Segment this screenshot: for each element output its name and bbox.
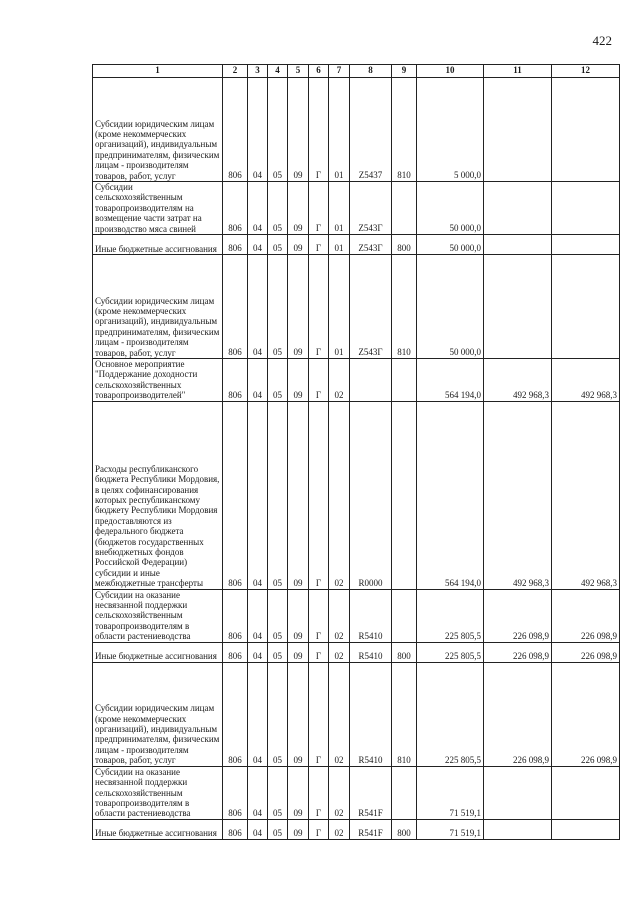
code-cell-c9: 810: [392, 255, 417, 359]
code-cell-c8: Z543Г: [350, 255, 392, 359]
code-cell-c2: 806: [223, 255, 248, 359]
table-row: [93, 359, 620, 402]
code-cell-c9: [392, 359, 417, 402]
code-cell-c8: Z543Г: [350, 182, 392, 235]
row-description-text: Иные бюджетные ассигнования: [95, 651, 217, 662]
code-cell-c6: Г: [309, 235, 329, 255]
amount-cell-c10: 564 194,0: [417, 401, 484, 589]
code-cell-c5: 09: [288, 642, 309, 662]
code-cell-c6: Г: [309, 662, 329, 766]
column-header: 7: [329, 65, 350, 78]
row-description: [93, 642, 223, 662]
code-cell-c7: 02: [329, 642, 350, 662]
code-cell-c6: Г: [309, 401, 329, 589]
code-cell-c6: Г: [309, 359, 329, 402]
table-row: [93, 401, 620, 589]
amount-cell-c11: [484, 819, 552, 839]
amount-cell-c11: [484, 78, 552, 182]
code-cell-c8: Z543Г: [350, 235, 392, 255]
code-cell-c5: 09: [288, 182, 309, 235]
code-cell-c7: 02: [329, 359, 350, 402]
table-row: [93, 235, 620, 255]
row-description: [93, 766, 223, 819]
amount-cell-c10: 225 805,5: [417, 642, 484, 662]
code-cell-c9: [392, 182, 417, 235]
code-cell-c2: 806: [223, 662, 248, 766]
row-description-text: Субсидии юридическим лицам (кроме некоммерческих организаций), индивидуальным предпринимателям, физическим лицам - производителям товаров, работ, услуг: [95, 703, 220, 766]
code-cell-c9: 800: [392, 235, 417, 255]
table-row: [93, 255, 620, 359]
amount-cell-c11: 226 098,9: [484, 662, 552, 766]
code-cell-c4: 05: [268, 182, 288, 235]
row-description-text: Субсидии юридическим лицам (кроме некоммерческих организаций), индивидуальным предпринимателям, физическим лицам - производителям товаров, работ, услуг: [95, 118, 220, 181]
code-cell-c9: [392, 589, 417, 642]
code-cell-c4: 05: [268, 401, 288, 589]
code-cell-c2: 806: [223, 78, 248, 182]
code-cell-c9: 800: [392, 642, 417, 662]
code-cell-c2: 806: [223, 766, 248, 819]
amount-cell-c12: [552, 819, 620, 839]
code-cell-c6: Г: [309, 78, 329, 182]
row-description-text: Основное мероприятие "Поддержание доходности сельскохозяйственных товаропроизводителей": [95, 359, 198, 401]
code-cell-c9: [392, 766, 417, 819]
amount-cell-c12: [552, 182, 620, 235]
code-cell-c6: Г: [309, 589, 329, 642]
code-cell-c7: 01: [329, 78, 350, 182]
amount-cell-c10: 225 805,5: [417, 662, 484, 766]
column-header: 4: [268, 65, 288, 78]
row-description: [93, 401, 223, 589]
code-cell-c6: Г: [309, 642, 329, 662]
row-description-text: Иные бюджетные ассигнования: [95, 828, 217, 839]
code-cell-c7: 02: [329, 766, 350, 819]
row-description: [93, 255, 223, 359]
code-cell-c9: 810: [392, 78, 417, 182]
code-cell-c3: 04: [248, 766, 268, 819]
code-cell-c2: 806: [223, 182, 248, 235]
code-cell-c6: Г: [309, 766, 329, 819]
code-cell-c8: R5410: [350, 589, 392, 642]
code-cell-c5: 09: [288, 589, 309, 642]
column-header: 6: [309, 65, 329, 78]
column-header: 11: [484, 65, 552, 78]
amount-cell-c10: 50 000,0: [417, 235, 484, 255]
row-description-text: Иные бюджетные ассигнования: [95, 243, 217, 254]
budget-table: [92, 64, 620, 840]
amount-cell-c10: 564 194,0: [417, 359, 484, 402]
amount-cell-c10: 50 000,0: [417, 182, 484, 235]
code-cell-c4: 05: [268, 642, 288, 662]
code-cell-c7: 01: [329, 255, 350, 359]
code-cell-c2: 806: [223, 589, 248, 642]
row-description-text: Субсидии юридическим лицам (кроме некоммерческих организаций), индивидуальным предпринимателям, физическим лицам - производителям товаров, работ, услуг: [95, 295, 220, 358]
column-header: 10: [417, 65, 484, 78]
code-cell-c4: 05: [268, 819, 288, 839]
amount-cell-c12: [552, 78, 620, 182]
code-cell-c5: 09: [288, 766, 309, 819]
row-description-text: Расходы республиканского бюджета Республики Мордовия, в целях софинансирования которых республиканскому бюджету Республики Мордовия предоставляются из федерального бюджета (бюджетов государственных внебюджетных фондов Российской Федерации) субсидии и иные межбюджетные трансферты: [95, 463, 220, 589]
code-cell-c9: 810: [392, 662, 417, 766]
code-cell-c7: 02: [329, 589, 350, 642]
code-cell-c3: 04: [248, 401, 268, 589]
code-cell-c3: 04: [248, 662, 268, 766]
amount-cell-c10: 50 000,0: [417, 255, 484, 359]
code-cell-c3: 04: [248, 255, 268, 359]
amount-cell-c10: 225 805,5: [417, 589, 484, 642]
table-row: [93, 589, 620, 642]
code-cell-c5: 09: [288, 401, 309, 589]
code-cell-c5: 09: [288, 255, 309, 359]
amount-cell-c12: [552, 255, 620, 359]
code-cell-c4: 05: [268, 235, 288, 255]
row-description-text: Субсидии на оказание несвязанной поддержки сельскохозяйственным товаропроизводителям в области растениеводства: [95, 766, 191, 819]
code-cell-c2: 806: [223, 401, 248, 589]
amount-cell-c12: [552, 235, 620, 255]
code-cell-c6: Г: [309, 819, 329, 839]
amount-cell-c12: 226 098,9: [552, 662, 620, 766]
table-row: [93, 78, 620, 182]
row-description: [93, 359, 223, 402]
amount-cell-c11: [484, 182, 552, 235]
code-cell-c2: 806: [223, 359, 248, 402]
code-cell-c8: R541F: [350, 766, 392, 819]
table-row: [93, 819, 620, 839]
code-cell-c2: 806: [223, 819, 248, 839]
code-cell-c9: [392, 401, 417, 589]
amount-cell-c12: [552, 766, 620, 819]
code-cell-c7: 02: [329, 819, 350, 839]
amount-cell-c11: 492 968,3: [484, 359, 552, 402]
code-cell-c2: 806: [223, 235, 248, 255]
code-cell-c4: 05: [268, 78, 288, 182]
row-description: [93, 235, 223, 255]
row-description-text: Субсидии сельскохозяйственным товаропроизводителям на возмещение части затрат на производство мяса свиней: [95, 182, 202, 234]
row-description-text: Субсидии на оказание несвязанной поддержки сельскохозяйственным товаропроизводителям в области растениеводства: [95, 589, 191, 642]
amount-cell-c12: 492 968,3: [552, 359, 620, 402]
column-header: 12: [552, 65, 620, 78]
amount-cell-c11: 226 098,9: [484, 642, 552, 662]
code-cell-c8: R5410: [350, 662, 392, 766]
code-cell-c8: R0000: [350, 401, 392, 589]
column-header: 3: [248, 65, 268, 78]
row-description: [93, 78, 223, 182]
code-cell-c7: 01: [329, 235, 350, 255]
code-cell-c6: Г: [309, 182, 329, 235]
code-cell-c7: 01: [329, 182, 350, 235]
code-cell-c2: 806: [223, 642, 248, 662]
code-cell-c3: 04: [248, 642, 268, 662]
code-cell-c8: R5410: [350, 642, 392, 662]
amount-cell-c11: [484, 235, 552, 255]
code-cell-c5: 09: [288, 235, 309, 255]
code-cell-c5: 09: [288, 78, 309, 182]
amount-cell-c10: 5 000,0: [417, 78, 484, 182]
table-row: [93, 766, 620, 819]
amount-cell-c12: 226 098,9: [552, 589, 620, 642]
code-cell-c5: 09: [288, 359, 309, 402]
code-cell-c6: Г: [309, 255, 329, 359]
row-description: [93, 662, 223, 766]
code-cell-c4: 05: [268, 766, 288, 819]
amount-cell-c12: 226 098,9: [552, 642, 620, 662]
row-description: [93, 589, 223, 642]
code-cell-c5: 09: [288, 819, 309, 839]
code-cell-c4: 05: [268, 359, 288, 402]
column-header: 1: [93, 65, 223, 78]
column-header: 5: [288, 65, 309, 78]
code-cell-c7: 02: [329, 401, 350, 589]
amount-cell-c11: 492 968,3: [484, 401, 552, 589]
amount-cell-c10: 71 519,1: [417, 819, 484, 839]
code-cell-c9: 800: [392, 819, 417, 839]
code-cell-c3: 04: [248, 78, 268, 182]
code-cell-c4: 05: [268, 662, 288, 766]
column-header: 8: [350, 65, 392, 78]
amount-cell-c11: [484, 766, 552, 819]
code-cell-c3: 04: [248, 235, 268, 255]
amount-cell-c11: 226 098,9: [484, 589, 552, 642]
code-cell-c5: 09: [288, 662, 309, 766]
row-description: [93, 182, 223, 235]
column-header: 2: [223, 65, 248, 78]
column-header: 9: [392, 65, 417, 78]
code-cell-c8: Z5437: [350, 78, 392, 182]
code-cell-c3: 04: [248, 589, 268, 642]
amount-cell-c12: 492 968,3: [552, 401, 620, 589]
code-cell-c4: 05: [268, 589, 288, 642]
table-row: [93, 662, 620, 766]
amount-cell-c11: [484, 255, 552, 359]
code-cell-c3: 04: [248, 182, 268, 235]
code-cell-c7: 02: [329, 662, 350, 766]
table-row: [93, 182, 620, 235]
amount-cell-c10: 71 519,1: [417, 766, 484, 819]
row-description: [93, 819, 223, 839]
page-number: 422: [592, 33, 612, 48]
column-number-row: [93, 65, 620, 78]
table-row: [93, 642, 620, 662]
code-cell-c8: R541F: [350, 819, 392, 839]
code-cell-c8: [350, 359, 392, 402]
code-cell-c3: 04: [248, 359, 268, 402]
code-cell-c3: 04: [248, 819, 268, 839]
code-cell-c4: 05: [268, 255, 288, 359]
